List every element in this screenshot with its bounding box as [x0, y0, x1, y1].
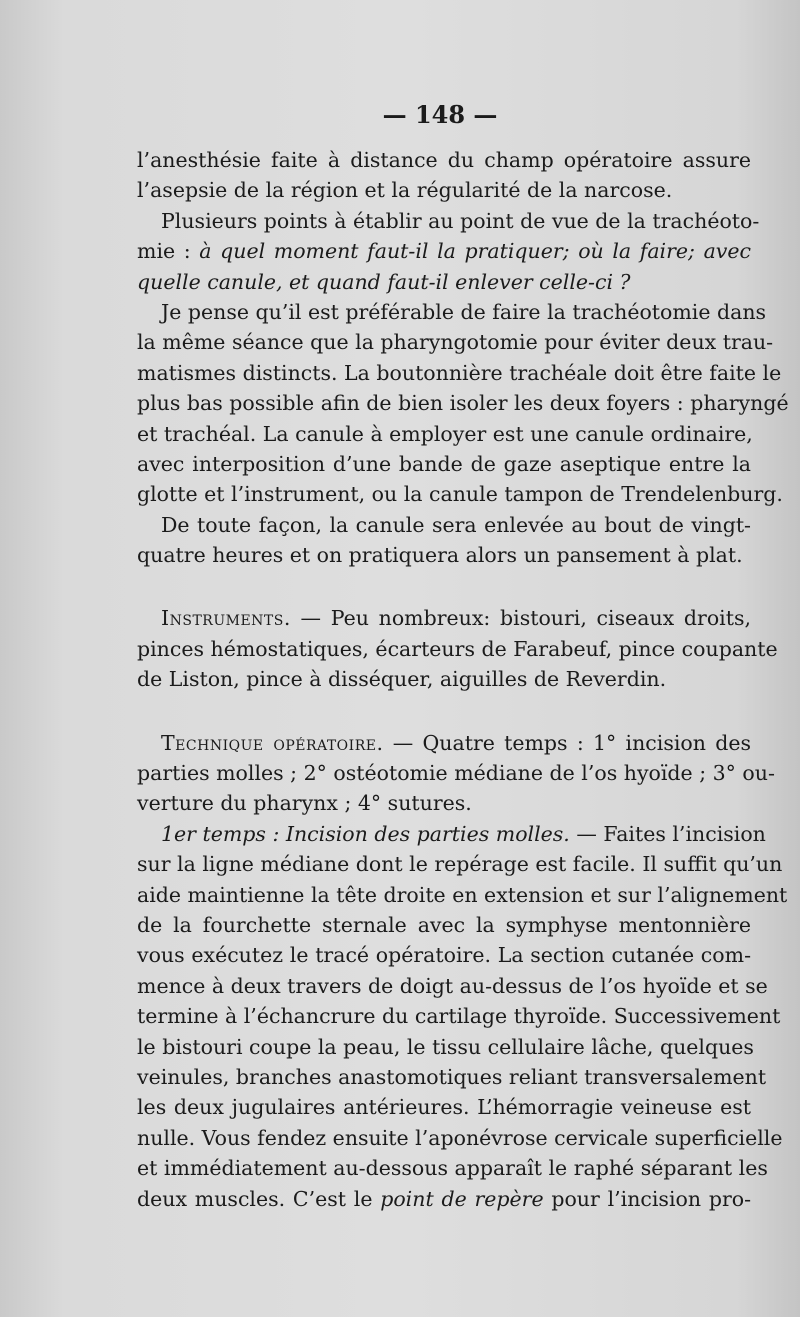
text-line: l’anesthésie faite à distance du champ opératoire assure — [137, 148, 751, 172]
text-line: glotte et l’instrument, ou la canule tampon de Trendelenburg. — [137, 482, 783, 507]
text-line — [137, 603, 751, 633]
text-line: vous exécutez le tracé opératoire. La section cutanée com- — [137, 943, 751, 968]
text-run: mie : — [137, 239, 200, 264]
text-line: Plusieurs points à établir au point de vue de la trachéoto- — [161, 208, 760, 233]
text-line: les deux jugulaires antérieures. L’hémorragie veineuse est — [137, 1095, 751, 1120]
text-line: pinces hémostatiques, écarteurs de Farabeuf, pince coupante — [137, 636, 778, 661]
text-line: Je pense qu’il est préférable de faire la trachéotomie dans — [161, 299, 767, 324]
paragraph-gap — [137, 695, 751, 728]
page-number: — 148 — — [382, 100, 498, 129]
text-line: mence à deux travers de doigt au-dessus de l’os hyoïde et se — [137, 973, 768, 998]
text-line: sur la ligne médiane dont le repérage est facile. Il suffit qu’un — [137, 852, 783, 877]
text-line: l’asepsie de la région et la régularité de la narcose. — [137, 178, 673, 203]
text-line: termine à l’échancrure du cartilage thyroïde. Successivement — [137, 1004, 781, 1029]
text-line: et trachéal. La canule à employer est une canule ordinaire, — [137, 421, 753, 446]
text-line: plus bas possible afin de bien isoler les deux foyers : pharyngé — [137, 391, 789, 416]
text-run: — Peu nombreux: bistouri, ciseaux droits, — [290, 606, 751, 631]
section-heading: Instruments. — [161, 606, 291, 631]
text-run: — Faites l’incision — [569, 821, 766, 846]
text-line: matismes distincts. La boutonnière trachéale doit être faite le — [137, 360, 782, 385]
text-line: verture du pharynx ; 4° sutures. — [137, 791, 472, 816]
text-line: nulle. Vous fendez ensuite l’aponévrose cervicale superficielle — [137, 1125, 783, 1150]
body-text — [137, 145, 789, 1214]
text-line: de Liston, pince à disséquer, aiguilles de Reverdin. — [137, 667, 667, 692]
text-run: deux muscles. C’est le — [137, 1186, 381, 1211]
text-line: le bistouri coupe la peau, le tissu cellulaire lâche, quelques — [137, 1034, 754, 1059]
text-line — [137, 728, 751, 758]
text-line: et immédiatement au-dessous apparaît le raphé séparant les — [137, 1156, 768, 1181]
text-line: veinules, branches anastomotiques reliant transversalement — [137, 1064, 767, 1089]
text-line: parties molles ; 2° ostéotomie médiane de l’os hyoïde ; 3° ou- — [137, 761, 775, 786]
text-run: — Quatre temps : 1° incision des — [383, 730, 751, 755]
text-line — [137, 236, 751, 266]
text-line: de la fourchette sternale avec la symphyse mentonnière — [137, 912, 751, 937]
text-line — [137, 267, 751, 297]
subsection-heading: 1er temps : Incision des parties molles. — [161, 821, 570, 846]
text-run: pour l’incision pro- — [543, 1186, 752, 1211]
paragraph-gap — [137, 570, 751, 603]
text-line: la même séance que la pharyngotomie pour éviter deux trau- — [137, 330, 774, 355]
text-run-italic: à quel moment faut-il la pratiquer; où la faire; avec — [199, 239, 751, 264]
text-line: aide maintienne la tête droite en extension et sur l’alignement — [137, 882, 788, 907]
text-run-italic: point de repère — [380, 1186, 544, 1211]
text-line — [137, 1184, 751, 1214]
text-line: quatre heures et on pratiquera alors un pansement à plat. — [137, 543, 743, 568]
text-line — [137, 819, 766, 849]
section-heading: Technique opératoire. — [161, 730, 384, 755]
text-line: De toute façon, la canule sera enlevée au bout de vingt- — [161, 512, 751, 537]
text-run-italic: quelle canule, et quand faut-il enlever celle-ci ? — [137, 269, 631, 294]
text-line: avec interposition d’une bande de gaze aseptique entre la — [137, 451, 751, 476]
